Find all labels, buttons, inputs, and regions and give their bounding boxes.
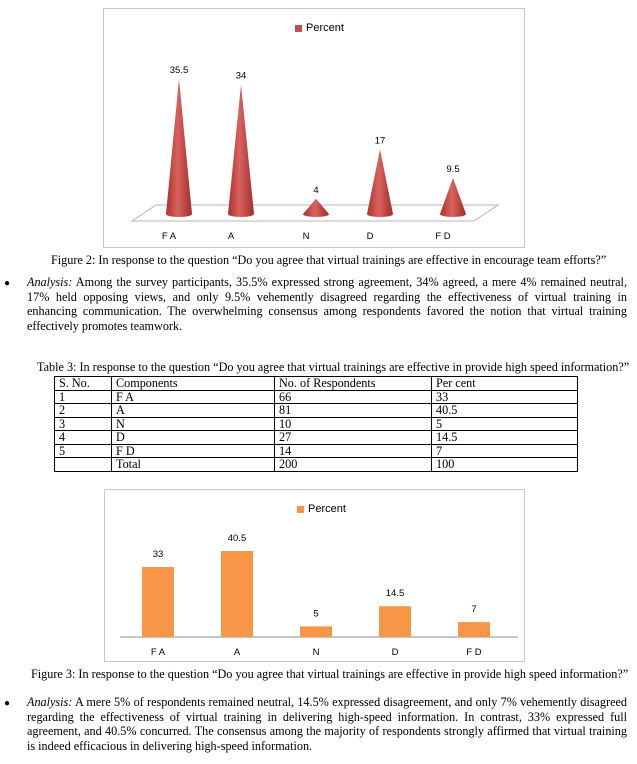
tick-label: F A bbox=[150, 647, 166, 658]
cell: N bbox=[112, 417, 275, 431]
data-label: 7 bbox=[471, 604, 477, 616]
data-label: 33 bbox=[152, 548, 164, 560]
table-row bbox=[55, 390, 578, 404]
data-label: 5 bbox=[313, 608, 319, 620]
cell: 81 bbox=[275, 404, 432, 418]
data-label: 14.5 bbox=[385, 588, 405, 600]
table-row-total bbox=[55, 458, 578, 472]
figure3-caption: Figure 3: In response to the question “Do you agree that virtual trainings are effective in provide high speed information?” bbox=[31, 667, 629, 681]
legend-label: Percent bbox=[306, 22, 344, 34]
tick-label: N bbox=[312, 647, 320, 658]
analysis3-text: A mere 5% of respondents remained neutral, 14.5% expressed disagreement, and only 7% vehemently disagreed regarding the effectiveness of virtual training in delivering high-speed information. In contrast, 33% expressed full agreement, and 40.5% concurred. The consensus among the majority of respondents strongly affirmed that virtual training is indeed efficacious in delivering high-speed information. bbox=[27, 695, 627, 753]
cell: 100 bbox=[432, 458, 578, 472]
cell: 40.5 bbox=[432, 404, 578, 418]
cell: 33 bbox=[432, 390, 578, 404]
tick-label: D bbox=[391, 647, 399, 658]
table3 bbox=[54, 376, 578, 472]
tick-label: F D bbox=[466, 647, 482, 658]
tick-label: F D bbox=[435, 231, 451, 242]
header-sno: S. No. bbox=[55, 377, 112, 391]
tick-label: N bbox=[302, 231, 310, 242]
cell: 7 bbox=[432, 444, 578, 458]
bar bbox=[300, 626, 332, 637]
cell: 2 bbox=[55, 404, 112, 418]
cell: 4 bbox=[55, 431, 112, 445]
figure2-caption: Figure 2: In response to the question “Do you agree that virtual trainings are effective in encourage team efforts?” bbox=[51, 253, 607, 267]
tick-label: D bbox=[366, 231, 374, 242]
figure2-chart bbox=[103, 8, 525, 248]
table3-caption: Table 3: In response to the question “Do you agree that virtual trainings are effective in provide high speed information?” bbox=[37, 360, 630, 374]
bar bbox=[142, 567, 174, 637]
bullet-icon: ● bbox=[4, 278, 11, 289]
legend-label: Percent bbox=[308, 503, 346, 515]
bar bbox=[221, 551, 253, 637]
table-row bbox=[55, 431, 578, 445]
cell: F D bbox=[112, 444, 275, 458]
analysis2-paragraph bbox=[27, 275, 627, 333]
cell: Total bbox=[112, 458, 275, 472]
data-label: 9.5 bbox=[446, 163, 460, 175]
cell: 66 bbox=[275, 390, 432, 404]
data-label: 34 bbox=[235, 70, 247, 82]
data-label: 4 bbox=[313, 184, 319, 196]
tick-label: F A bbox=[161, 231, 177, 242]
cell: 3 bbox=[55, 417, 112, 431]
cell: A bbox=[112, 404, 275, 418]
analysis2-text: Among the survey participants, 35.5% expressed strong agreement, 34% agreed, a mere 4% remained neutral, 17% held opposing views, and only 9.5% vehemently disagreed regarding the effectiveness of virtual training in enhancing communication. The overwhelming consensus among respondents favored the notion that virtual training effectively promotes teamwork. bbox=[27, 275, 627, 333]
cone-bar bbox=[440, 178, 466, 217]
cell: 5 bbox=[432, 417, 578, 431]
analysis3-paragraph bbox=[27, 695, 627, 753]
cell: D bbox=[112, 431, 275, 445]
cell: 5 bbox=[55, 444, 112, 458]
header-percent: Per cent bbox=[432, 377, 578, 391]
figure2-plot bbox=[104, 9, 524, 247]
bullet-icon: ● bbox=[4, 698, 11, 709]
cell bbox=[55, 458, 112, 472]
header-respondents: No. of Respondents bbox=[275, 377, 432, 391]
bar bbox=[379, 606, 411, 637]
table-row bbox=[55, 444, 578, 458]
bar bbox=[458, 622, 490, 637]
data-label: 17 bbox=[374, 135, 386, 147]
cone-bar bbox=[166, 79, 192, 217]
cone-bar bbox=[367, 149, 393, 217]
table-row bbox=[55, 404, 578, 418]
analysis2-label: Analysis: bbox=[27, 275, 73, 289]
table-row bbox=[55, 417, 578, 431]
cell: 200 bbox=[275, 458, 432, 472]
cell: 10 bbox=[275, 417, 432, 431]
figure3-plot bbox=[105, 490, 524, 661]
figure3-chart bbox=[104, 489, 525, 662]
cell: 1 bbox=[55, 390, 112, 404]
tick-label: A bbox=[227, 231, 235, 242]
table-header-row bbox=[55, 377, 578, 391]
cell: 14 bbox=[275, 444, 432, 458]
analysis3-label: Analysis: bbox=[27, 695, 73, 709]
cell: F A bbox=[112, 390, 275, 404]
cell: 27 bbox=[275, 431, 432, 445]
header-components: Components bbox=[112, 377, 275, 391]
cone-bar bbox=[228, 85, 254, 217]
tick-label: A bbox=[233, 647, 241, 658]
cell: 14.5 bbox=[432, 431, 578, 445]
data-label: 35.5 bbox=[169, 65, 189, 76]
data-label: 40.5 bbox=[227, 533, 247, 544]
